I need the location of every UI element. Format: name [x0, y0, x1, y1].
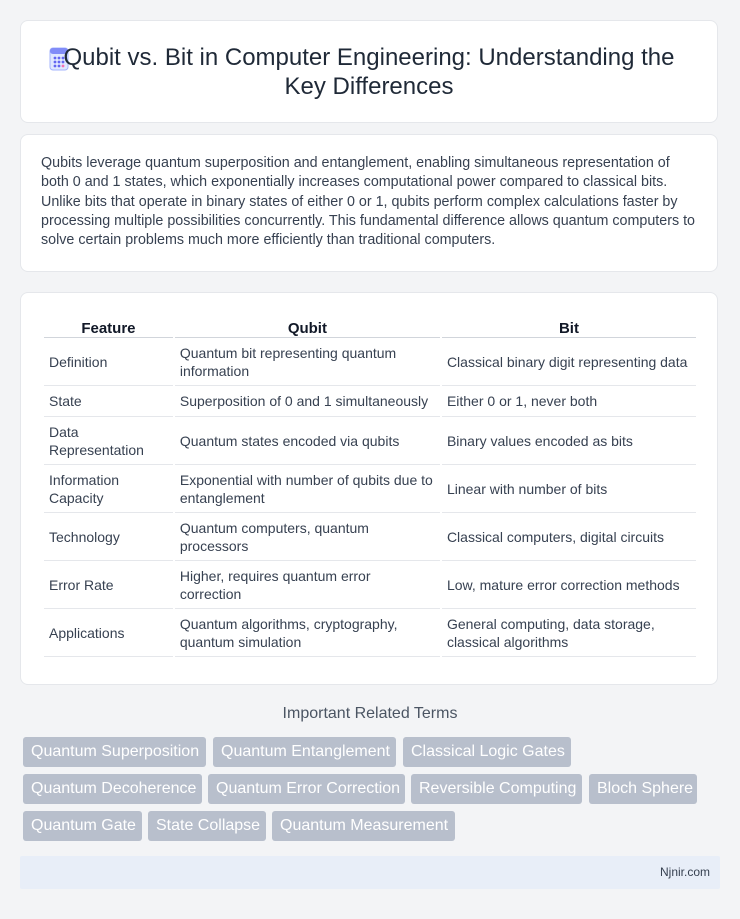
tag-state-collapse[interactable]: State Collapse: [148, 811, 266, 841]
tag-quantum-superposition[interactable]: Quantum Superposition: [23, 737, 206, 767]
cell-qubit: Superposition of 0 and 1 simultaneously: [175, 386, 440, 417]
cell-qubit: Quantum bit representing quantum information: [175, 338, 440, 386]
cell-bit: Either 0 or 1, never both: [442, 386, 696, 417]
footer-site-link[interactable]: Njnir.com: [659, 865, 710, 879]
table-row: [44, 338, 696, 386]
cell-qubit: Quantum states encoded via qubits: [175, 417, 440, 465]
header-qubit: Qubit: [175, 315, 440, 338]
table-row: [44, 561, 696, 609]
table-row: [44, 513, 696, 561]
tag-bloch-sphere[interactable]: Bloch Sphere: [589, 774, 697, 804]
footer: [20, 856, 720, 889]
cell-qubit: Exponential with number of qubits due to entanglement: [175, 465, 440, 513]
cell-bit: Classical binary digit representing data: [442, 338, 696, 386]
header-card: [20, 20, 718, 123]
table-header-row: [44, 315, 696, 338]
cell-feature: Information Capacity: [44, 465, 173, 513]
cell-bit: Low, mature error correction methods: [442, 561, 696, 609]
intro-text: Qubits leverage quantum superposition and entanglement, enabling simultaneous representation of both 0 and 1 states, which exponentially increases computational power compared to classical bits. Unlike bits that operate in binary states of either 0 or 1, qubits perform complex calculations faster by processing multiple possibilities concurrently. This fundamental difference allows quantum computers to solve certain problems much more efficiently than traditional computers.: [41, 155, 696, 249]
cell-qubit: Quantum computers, quantum processors: [175, 513, 440, 561]
tag-quantum-error-correction[interactable]: Quantum Error Correction: [208, 774, 405, 804]
cell-bit: Linear with number of bits: [442, 465, 696, 513]
cell-bit: Binary values encoded as bits: [442, 417, 696, 465]
comparison-card: [20, 292, 718, 685]
tag-quantum-gate[interactable]: Quantum Gate: [23, 811, 142, 841]
cell-feature: Data Representation: [44, 417, 173, 465]
table-row: [44, 386, 696, 417]
intro-card: [20, 134, 718, 272]
tag-quantum-decoherence[interactable]: Quantum Decoherence: [23, 774, 202, 804]
cell-feature: State: [44, 386, 173, 417]
cell-feature: Applications: [44, 609, 173, 657]
page-title: Qubit vs. Bit in Computer Engineering: Understanding the Key Differences: [63, 44, 675, 100]
table-row: [44, 417, 696, 465]
cell-qubit: Quantum algorithms, cryptography, quantum simulation: [175, 609, 440, 657]
table-row: [44, 609, 696, 657]
tag-quantum-measurement[interactable]: Quantum Measurement: [272, 811, 455, 841]
header-feature: Feature: [44, 315, 173, 338]
related-terms-title: Important Related Terms: [282, 705, 458, 722]
comparison-table: [42, 315, 698, 657]
cell-bit: General computing, data storage, classical algorithms: [442, 609, 696, 657]
table-row: [44, 465, 696, 513]
tag-quantum-entanglement[interactable]: Quantum Entanglement: [213, 737, 396, 767]
header-bit: Bit: [442, 315, 696, 338]
cell-qubit: Higher, requires quantum error correction: [175, 561, 440, 609]
cell-feature: Technology: [44, 513, 173, 561]
cell-bit: Classical computers, digital circuits: [442, 513, 696, 561]
tag-classical-logic-gates[interactable]: Classical Logic Gates: [403, 737, 571, 767]
tag-reversible-computing[interactable]: Reversible Computing: [411, 774, 582, 804]
cell-feature: Definition: [44, 338, 173, 386]
cell-feature: Error Rate: [44, 561, 173, 609]
